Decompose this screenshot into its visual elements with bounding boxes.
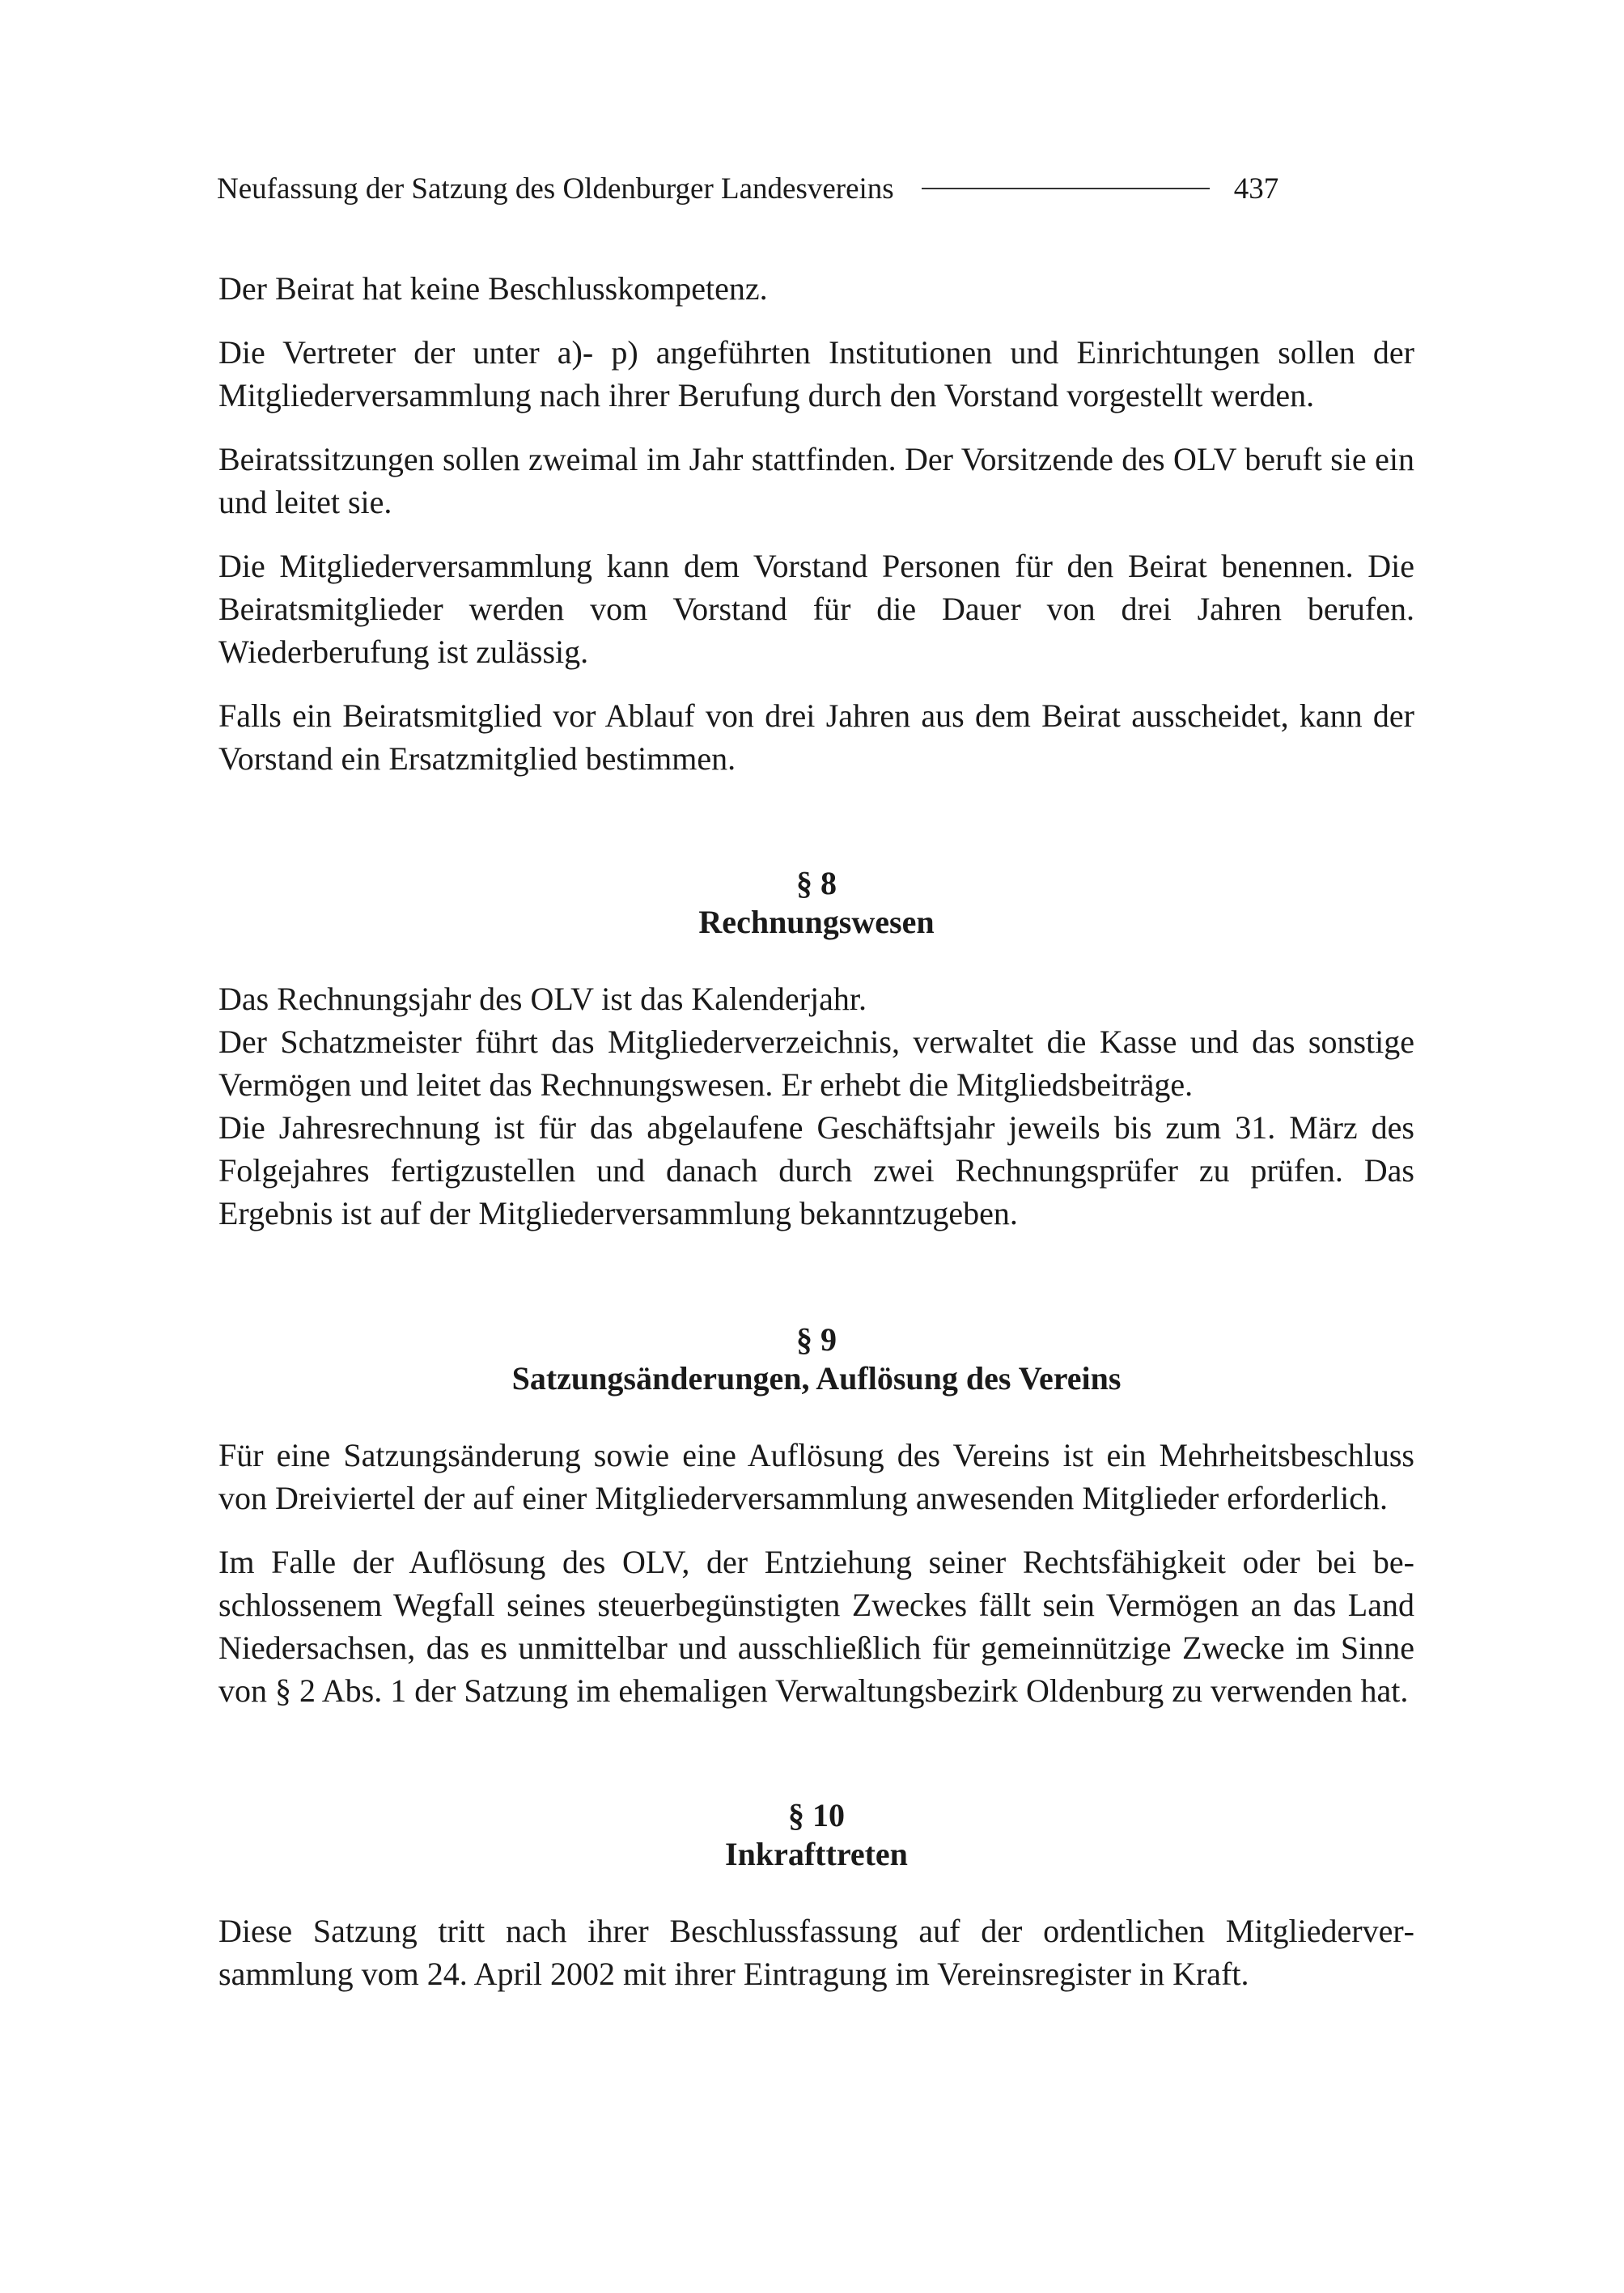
paragraph: Im Falle der Auflösung des OLV, der Entziehung seiner Rechtsfähigkeit oder bei beschlossenem Wegfall seines steuerbegünstigten Zweckes fällt sein Vermögen an das Land Niedersachsen, das es unmittelbar und ausschließlich für gemeinnützige Zwecke im Sinne von § 2 Abs. 1 der Satzung im ehemaligen Verwaltungsbezirk Oldenburg zu verwenden hat. (218, 1544, 1414, 1709)
paragraph: Die Vertreter der unter a)- p) angeführten Institutionen und Einrichtungen sollen der Mitgliederversammlung nach ihrer Berufung durch den Vorstand vorgestellt werden. (218, 334, 1414, 413)
section-9-number: § 9 (796, 1321, 837, 1358)
header-rule (922, 188, 1210, 189)
running-header (217, 168, 1414, 209)
section-8-title: Rechnungswesen (698, 904, 935, 940)
paragraph: Für eine Satzungsänderung sowie eine Auflösung des Vereins ist ein Mehrheitsbeschluss von Dreiviertel der auf einer Mitgliederversammlung anwesenden Mitglieder erforderlich. (218, 1437, 1414, 1516)
section-8-number: § 8 (796, 865, 837, 901)
section-10-number: § 10 (788, 1797, 845, 1833)
paragraph: Die Mitgliederversammlung kann dem Vorstand Personen für den Beirat benennen. Die Beiratsmitglieder werden vom Vorstand für die Dauer von drei Jahren berufen. Wiederberufung ist zulässig. (218, 548, 1414, 670)
running-title: Neufassung der Satzung des Oldenburger Landesvereins (217, 172, 894, 206)
section-9-title: Satzungsänderungen, Auflösung des Vereins (511, 1360, 1122, 1397)
paragraph: Das Rechnungsjahr des OLV ist das Kalenderjahr. (218, 981, 867, 1017)
paragraph: Beiratssitzungen sollen zweimal im Jahr stattfinden. Der Vorsitzende des OLV beruft sie ein und leitet sie. (218, 441, 1414, 520)
paragraph: Diese Satzung tritt nach ihrer Beschlussfassung auf der ordentlichen Mitgliederversammlung vom 24. April 2002 mit ihrer Eintragung im Vereinsregister in Kraft. (218, 1913, 1414, 1992)
paragraph: Der Beirat hat keine Beschlusskompetenz. (218, 270, 768, 307)
page-number: 437 (1233, 172, 1279, 206)
paragraph: Die Jahresrechnung ist für das abgelaufene Geschäftsjahr jeweils bis zum 31. März des Folgejahres fertigzustellen und danach durch zwei Rechnungsprüfer zu prüfen. Das Ergebnis ist auf der Mitgliederversammlung bekanntzugeben. (218, 1109, 1414, 1231)
section-10-title: Inkrafttreten (725, 1836, 908, 1872)
paragraph: Falls ein Beiratsmitglied vor Ablauf von drei Jahren aus dem Beirat ausscheidet, kann der Vorstand ein Ersatzmitglied bestimmen. (218, 697, 1414, 777)
paragraph: Der Schatzmeister führt das Mitgliederverzeichnis, verwaltet die Kasse und das sonstige Vermögen und leitet das Rechnungswesen. Er erhebt die Mitgliedsbeiträge. (218, 1024, 1414, 1103)
page-body (218, 267, 1414, 2016)
